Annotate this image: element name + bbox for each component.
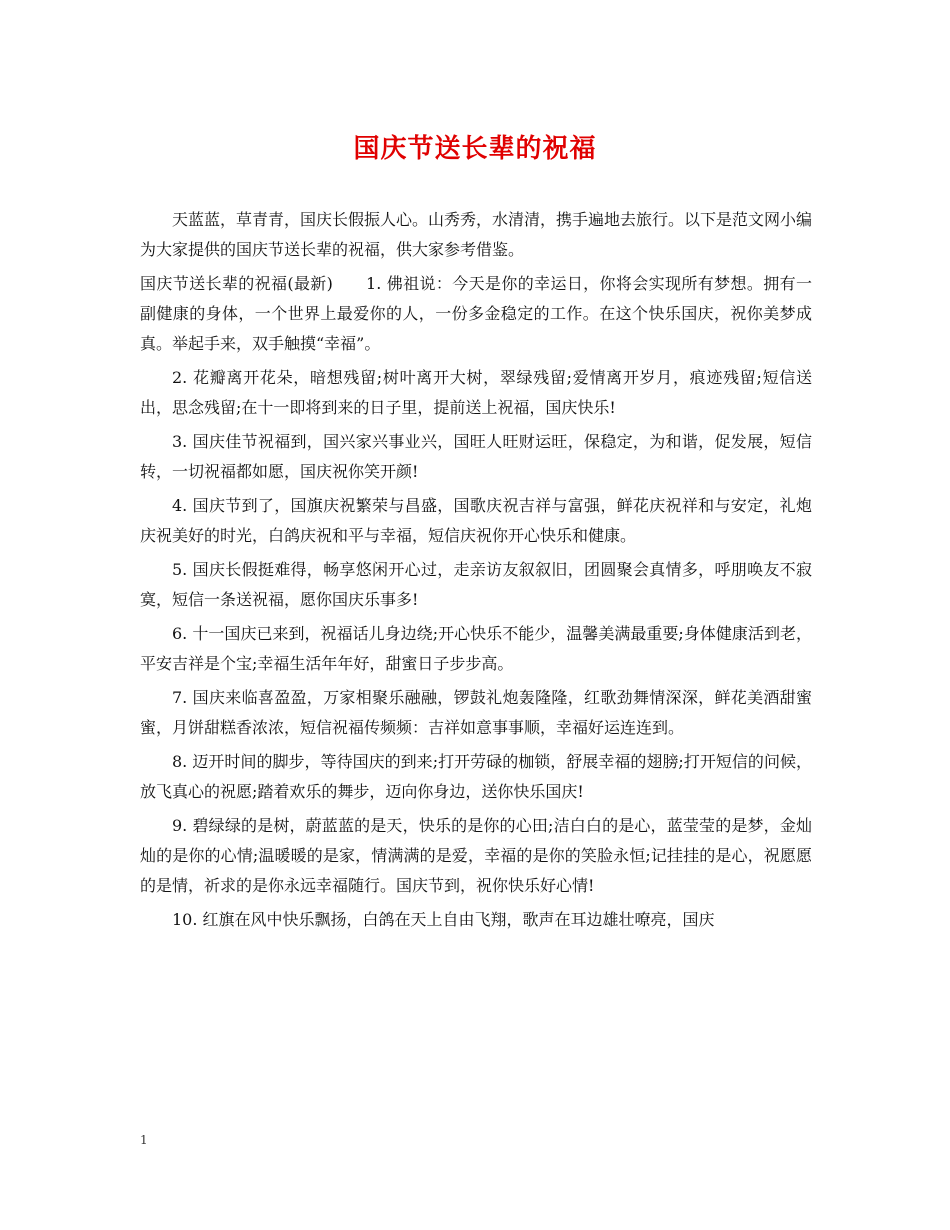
page-number: 1 bbox=[140, 1133, 148, 1147]
document-body bbox=[140, 205, 812, 939]
paragraph-8: 8. 迈开时间的脚步，等待国庆的到来;打开劳碌的枷锁，舒展幸福的翅膀;打开短信的问候，放飞真心的祝愿;踏着欢乐的舞步，迈向你身边，送你快乐国庆! bbox=[140, 752, 812, 801]
paragraph-9: 9. 碧绿绿的是树，蔚蓝蓝的是天，快乐的是你的心田;洁白白的是心，蓝莹莹的是梦，金灿灿的是你的心情;温暖暖的是家，情满满的是爱，幸福的是你的笑脸永恒;记挂挂的是心，祝愿愿的是情，祈求的是你永远幸福随行。国庆节到，祝你快乐好心情! bbox=[140, 816, 812, 895]
paragraph-5: 5. 国庆长假挺难得，畅享悠闲开心过，走亲访友叙叙旧，团圆聚会真情多，呼朋唤友不寂寞，短信一条送祝福，愿你国庆乐事多! bbox=[140, 560, 812, 609]
document-title: 国庆节送长辈的祝福 bbox=[353, 134, 597, 164]
paragraph-intro: 天蓝蓝，草青青，国庆长假振人心。山秀秀，水清清，携手遍地去旅行。以下是范文网小编为大家提供的国庆节送长辈的祝福，供大家参考借鉴。 bbox=[140, 210, 813, 259]
paragraph-4: 4. 国庆节到了，国旗庆祝繁荣与昌盛，国歌庆祝吉祥与富强，鲜花庆祝祥和与安定，礼炮庆祝美好的时光，白鸽庆祝和平与幸福，短信庆祝你开心快乐和健康。 bbox=[140, 496, 812, 545]
paragraph-3: 3. 国庆佳节祝福到，国兴家兴事业兴，国旺人旺财运旺，保稳定，为和谐，促发展，短信转，一切祝福都如愿，国庆祝你笑开颜! bbox=[140, 432, 812, 481]
paragraph-2: 2. 花瓣离开花朵，暗想残留;树叶离开大树，翠绿残留;爱情离开岁月，痕迹残留;短信送出，思念残留;在十一即将到来的日子里，提前送上祝福，国庆快乐! bbox=[140, 368, 812, 417]
paragraph-7: 7. 国庆来临喜盈盈，万家相聚乐融融，锣鼓礼炮轰隆隆，红歌劲舞情深深，鲜花美酒甜蜜蜜，月饼甜糕香浓浓，短信祝福传频频：吉祥如意事事顺，幸福好运连连到。 bbox=[140, 688, 812, 737]
paragraph-1: 国庆节送长辈的祝福(最新) 1. 佛祖说：今天是你的幸运日，你将会实现所有梦想。拥有一副健康的身体，一个世界上最爱你的人，一份多金稳定的工作。在这个快乐国庆，祝你美梦成真。举起手来，双手触摸“幸福”。 bbox=[140, 274, 812, 353]
paragraph-6: 6. 十一国庆已来到，祝福话儿身边绕;开心快乐不能少，温馨美满最重要;身体健康活到老，平安吉祥是个宝;幸福生活年年好，甜蜜日子步步高。 bbox=[140, 624, 812, 673]
paragraph-10: 10. 红旗在风中快乐飘扬，白鸽在天上自由飞翔，歌声在耳边雄壮嘹亮，国庆 bbox=[172, 910, 715, 929]
